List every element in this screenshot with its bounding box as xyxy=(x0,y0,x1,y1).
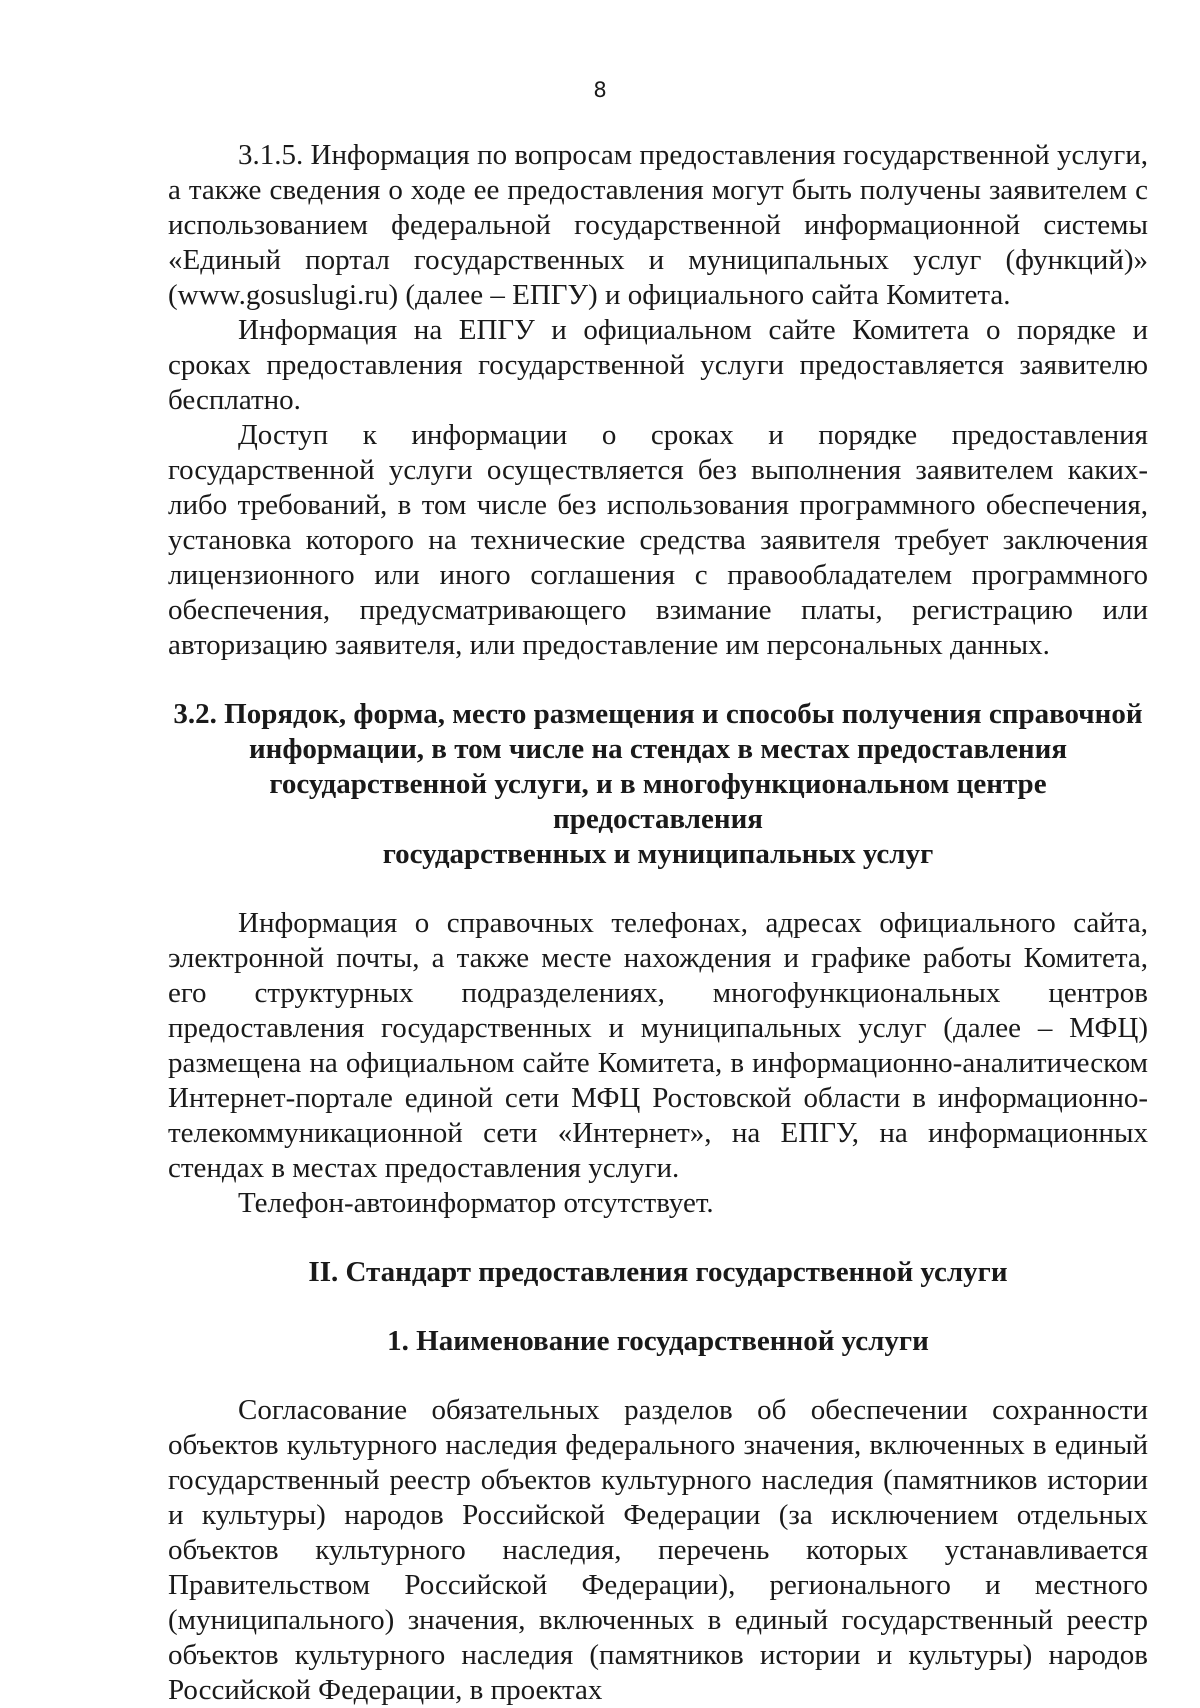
heading-3-2-line: 3.2. Порядок, форма, место размещения и способы получения справочной xyxy=(173,698,1143,730)
heading-3-2-line: государственной услуги, и в многофункциональном центре предоставления xyxy=(269,768,1047,835)
heading-3-2-line: государственных и муниципальных услуг xyxy=(382,838,934,870)
paragraph-service-name: Согласование обязательных разделов об обеспечении сохранности объектов культурного наследия федерального значения, включенных в единый государственный реестр объектов культурного наследия (памятников истории и культуры) народов Российской Федерации (за исключением отдельных объектов культурного наследия, перечень которых устанавливается Правительством Российской Федерации), регионального и местного (муниципального) значения, включенных в единый государственный реестр объектов культурного наследия (памятников истории и культуры) народов Российской Федерации, в проектах xyxy=(168,1394,1148,1706)
paragraph-access-info: Доступ к информации о сроках и порядке предоставления государственной услуги осуществляется без выполнения заявителем каких-либо требований, в том числе без использования программного обеспечения, установка которого на технические средства заявителя требует заключения лицензионного или иного соглашения с правообладателем программного обеспечения, предусматривающего взимание платы, регистрацию или авторизацию заявителя, или предоставление им персональных данных. xyxy=(168,419,1148,661)
spacer xyxy=(168,663,1148,697)
paragraph-reference-info: Информация о справочных телефонах, адресах официального сайта, электронной почты, а также месте нахождения и графике работы Комитета, его структурных подразделениях, многофункциональных центров предоставления государственных и муниципальных услуг (далее – МФЦ) размещена на официальном сайте Комитета, в информационно-аналитическом Интернет-портале единой сети МФЦ Ростовской области в информационно-телекоммуникационной сети «Интернет», на ЕПГУ, на информационных стендах в местах предоставления услуги. xyxy=(168,907,1148,1184)
document-content xyxy=(168,138,1148,1708)
spacer xyxy=(168,872,1148,906)
heading-3-2-line: информации, в том числе на стендах в местах предоставления xyxy=(248,733,1068,765)
heading-section-II: II. Стандарт предоставления государственной услуги xyxy=(308,1256,1008,1288)
spacer xyxy=(168,1359,1148,1393)
paragraph-epgu-info-free: Информация на ЕПГУ и официальном сайте Комитета о порядке и сроках предоставления государственной услуги предоставляется заявителю бесплатно. xyxy=(168,314,1148,416)
page-number: 8 xyxy=(593,78,607,102)
spacer xyxy=(168,1221,1148,1255)
heading-service-name: 1. Наименование государственной услуги xyxy=(387,1325,929,1357)
paragraph-3-1-5: 3.1.5. Информация по вопросам предоставления государственной услуги, а также сведения о ходе ее предоставления могут быть получены заявителем с использованием федеральной государственной информационной системы «Единый портал государственных и муниципальных услуг (функций)» (www.gosuslugi.ru) (далее – ЕПГУ) и официального сайта Комитета. xyxy=(168,139,1148,311)
heading-3-2 xyxy=(168,697,1148,872)
paragraph-autoinformer: Телефон-автоинформатор отсутствует. xyxy=(238,1187,714,1219)
spacer xyxy=(168,1290,1148,1324)
